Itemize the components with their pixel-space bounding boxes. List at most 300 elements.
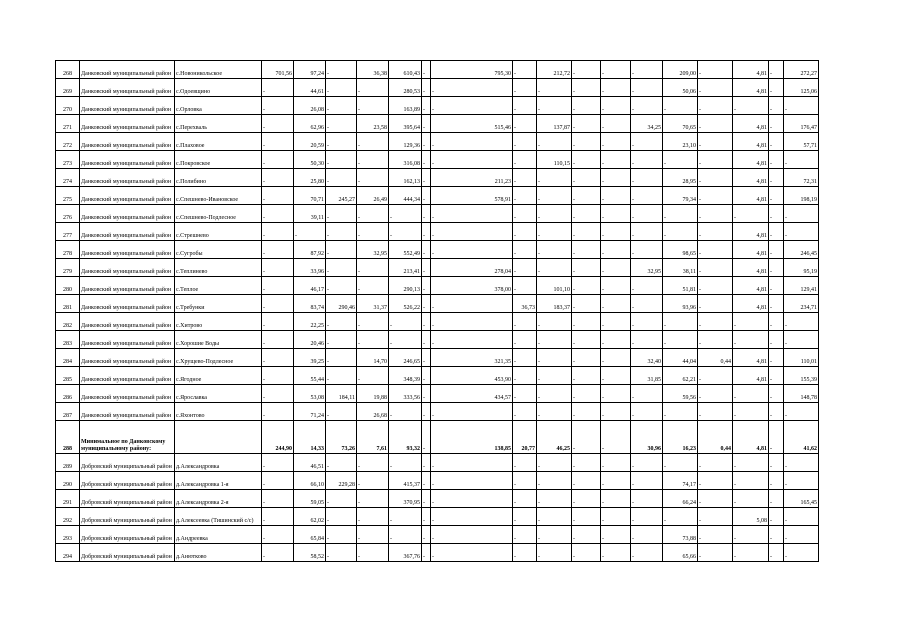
value-cell: 4,81 [733,187,769,205]
value-cell: 46,17 [294,277,326,295]
value-cell: - [769,277,784,295]
value-cell: - [631,151,663,169]
value-cell: 16,23 [663,421,698,454]
value-cell: - [357,169,389,187]
locality-cell: с.Орловка [175,97,262,115]
value-cell: 395,64 [389,115,422,133]
value-cell: - [631,97,663,115]
value-cell: - [733,385,769,403]
value-cell: - [326,133,357,151]
value-cell: 7,61 [357,421,389,454]
value-cell: - [572,205,601,223]
value-cell: - [733,331,769,349]
value-cell: 20,46 [294,331,326,349]
value-cell: 110,01 [784,349,819,367]
value-cell: - [513,277,537,295]
row-number-cell: 286 [56,385,80,403]
value-cell: - [422,313,431,331]
value-cell: - [572,79,601,97]
locality-cell [175,421,262,454]
value-cell: 31,37 [357,295,389,313]
district-cell: Данковский муниципальный район [80,331,175,349]
value-cell: - [262,403,294,421]
value-cell: - [537,385,572,403]
value-cell: - [262,331,294,349]
table-row [56,79,819,97]
table-row [56,544,819,562]
value-cell: - [572,403,601,421]
value-cell: 4,81 [733,241,769,259]
value-cell: - [326,313,357,331]
locality-cell: с.Новоникольское [175,61,262,79]
value-cell: - [769,331,784,349]
value-cell: - [784,508,819,526]
value-cell: 44,61 [294,79,326,97]
district-cell: Добровский муниципальный район [80,544,175,562]
table-row [56,454,819,472]
value-cell: - [422,259,431,277]
table-row [56,367,819,385]
district-cell: Данковский муниципальный район [80,205,175,223]
table-row [56,151,819,169]
value-cell: - [262,313,294,331]
value-cell: 32,95 [631,259,663,277]
value-cell: - [431,490,513,508]
value-cell: - [631,79,663,97]
value-cell: 4,81 [733,259,769,277]
value-cell: - [389,331,422,349]
value-cell: - [572,241,601,259]
value-cell: - [357,331,389,349]
district-cell: Данковский муниципальный район [80,349,175,367]
value-cell: - [572,544,601,562]
value-cell: 415,37 [389,472,422,490]
value-cell: 14,33 [294,421,326,454]
value-cell: - [601,508,631,526]
value-cell: - [422,421,431,454]
value-cell: 46,51 [294,454,326,472]
value-cell: 526,22 [389,295,422,313]
value-cell: 36,38 [357,61,389,79]
value-cell: - [733,97,769,115]
value-cell: - [431,403,513,421]
value-cell: - [431,454,513,472]
value-cell: - [769,526,784,544]
value-cell: - [262,97,294,115]
value-cell: - [357,277,389,295]
value-cell: - [698,241,733,259]
value-cell: - [422,97,431,115]
value-cell: - [357,454,389,472]
value-cell: 53,08 [294,385,326,403]
district-cell: Данковский муниципальный район [80,403,175,421]
value-cell: - [431,223,513,241]
table-row [56,385,819,403]
value-cell: - [513,508,537,526]
value-cell: 70,71 [294,187,326,205]
value-cell: - [733,454,769,472]
value-cell: - [357,472,389,490]
value-cell: - [733,403,769,421]
value-cell: - [769,259,784,277]
value-cell: - [601,472,631,490]
row-number-cell: 293 [56,526,80,544]
value-cell: 165,45 [784,490,819,508]
value-cell: - [631,169,663,187]
value-cell: - [262,349,294,367]
row-number-cell: 275 [56,187,80,205]
value-cell: - [733,313,769,331]
district-cell: Данковский муниципальный район [80,385,175,403]
district-cell: Добровский муниципальный район [80,472,175,490]
value-cell: 4,81 [733,115,769,133]
value-cell: - [784,403,819,421]
table-row [56,349,819,367]
value-cell: - [389,313,422,331]
value-cell: 4,81 [733,223,769,241]
value-cell: 59,56 [663,385,698,403]
value-cell: 515,46 [431,115,513,133]
tariff-table [55,60,819,562]
district-cell: Минимальное по Данковскому муниципальному району: [80,421,175,454]
value-cell: - [537,544,572,562]
value-cell: - [422,223,431,241]
value-cell: - [262,151,294,169]
district-cell: Данковский муниципальный район [80,169,175,187]
value-cell: - [601,331,631,349]
value-cell: - [357,367,389,385]
value-cell: - [326,526,357,544]
value-cell: 83,74 [294,295,326,313]
value-cell: - [537,508,572,526]
value-cell: - [513,385,537,403]
district-cell: Данковский муниципальный район [80,367,175,385]
value-cell: - [513,223,537,241]
value-cell: 62,96 [294,115,326,133]
value-cell: 246,65 [389,349,422,367]
value-cell: 610,43 [389,61,422,79]
table-row [56,421,819,454]
value-cell: 14,70 [357,349,389,367]
value-cell: - [784,223,819,241]
row-number-cell: 276 [56,205,80,223]
table-row [56,472,819,490]
value-cell: - [698,403,733,421]
value-cell: - [784,526,819,544]
value-cell: - [733,490,769,508]
value-cell: - [537,472,572,490]
locality-cell: с.Теплинево [175,259,262,277]
value-cell: - [784,454,819,472]
row-number-cell: 272 [56,133,80,151]
value-cell: - [431,331,513,349]
value-cell: 137,87 [537,115,572,133]
value-cell: - [326,97,357,115]
district-cell: Данковский муниципальный район [80,223,175,241]
value-cell: - [572,508,601,526]
value-cell: - [572,454,601,472]
value-cell: - [513,205,537,223]
value-cell: - [601,526,631,544]
value-cell: - [537,454,572,472]
value-cell: - [513,454,537,472]
locality-cell: с.Яхонтово [175,403,262,421]
value-cell: - [698,223,733,241]
locality-cell: с.Хорошие Воды [175,331,262,349]
value-cell: 176,47 [784,115,819,133]
table-row [56,223,819,241]
row-number-cell: 285 [56,367,80,385]
value-cell: - [698,277,733,295]
value-cell: - [537,367,572,385]
row-number-cell: 277 [56,223,80,241]
value-cell: 65,66 [663,544,698,562]
value-cell: 93,96 [663,295,698,313]
value-cell: - [733,205,769,223]
value-cell: 4,81 [733,421,769,454]
value-cell: - [537,331,572,349]
value-cell: - [769,508,784,526]
value-cell: - [769,472,784,490]
value-cell: - [513,490,537,508]
value-cell: - [769,454,784,472]
row-number-cell: 280 [56,277,80,295]
value-cell: - [422,133,431,151]
value-cell: - [422,61,431,79]
value-cell: - [422,151,431,169]
value-cell: - [601,385,631,403]
value-cell: 290,13 [389,277,422,295]
value-cell: - [698,385,733,403]
value-cell: 0,44 [698,349,733,367]
value-cell: 97,24 [294,61,326,79]
value-cell: 129,41 [784,277,819,295]
value-cell: 348,39 [389,367,422,385]
value-cell: - [601,367,631,385]
locality-cell: д.Андреевка [175,526,262,544]
table-body [56,61,819,562]
value-cell: - [431,526,513,544]
value-cell: 4,81 [733,295,769,313]
locality-cell: с.Полибино [175,169,262,187]
value-cell: - [698,259,733,277]
value-cell: 213,41 [389,259,422,277]
value-cell: - [769,490,784,508]
value-cell: - [422,508,431,526]
value-cell: 4,81 [733,61,769,79]
value-cell: - [513,313,537,331]
value-cell: 316,08 [389,151,422,169]
value-cell: 0,44 [698,421,733,454]
value-cell: - [262,187,294,205]
value-cell: - [513,61,537,79]
value-cell: - [326,331,357,349]
value-cell: - [601,544,631,562]
row-number-cell: 283 [56,331,80,349]
value-cell: 138,85 [431,421,513,454]
value-cell: - [698,526,733,544]
value-cell: 211,23 [431,169,513,187]
value-cell: - [422,526,431,544]
value-cell: - [769,544,784,562]
value-cell: - [698,295,733,313]
value-cell: - [326,115,357,133]
value-cell: 183,37 [537,295,572,313]
value-cell: - [601,151,631,169]
value-cell: - [262,115,294,133]
value-cell: 70,65 [663,115,698,133]
value-cell: - [357,544,389,562]
value-cell: 73,88 [663,526,698,544]
row-number-cell: 290 [56,472,80,490]
value-cell: - [357,490,389,508]
table-row [56,169,819,187]
value-cell: 290,46 [326,295,357,313]
value-cell: - [663,223,698,241]
row-number-cell: 284 [56,349,80,367]
value-cell: - [422,403,431,421]
value-cell: 51,81 [663,277,698,295]
value-cell: - [262,169,294,187]
value-cell: - [422,277,431,295]
value-cell: - [601,277,631,295]
value-cell: 31,85 [631,367,663,385]
value-cell: - [537,259,572,277]
value-cell: - [431,313,513,331]
district-cell: Добровский муниципальный район [80,508,175,526]
value-cell: 129,36 [389,133,422,151]
value-cell: 280,53 [389,79,422,97]
locality-cell: с.Хрущево-Подлесное [175,349,262,367]
value-cell: - [262,205,294,223]
value-cell: - [698,367,733,385]
value-cell: - [601,349,631,367]
value-cell: - [513,97,537,115]
value-cell: - [357,97,389,115]
value-cell: 62,21 [663,367,698,385]
table-row [56,241,819,259]
value-cell: - [262,472,294,490]
locality-cell: с.Стрешнево [175,223,262,241]
value-cell: - [537,313,572,331]
value-cell: - [513,526,537,544]
value-cell: 209,00 [663,61,698,79]
value-cell: - [572,526,601,544]
value-cell: - [326,544,357,562]
value-cell: - [631,205,663,223]
value-cell: 5,08 [733,508,769,526]
value-cell: - [601,97,631,115]
value-cell: 26,08 [294,97,326,115]
value-cell: 578,91 [431,187,513,205]
value-cell: - [513,367,537,385]
locality-cell: д.Алексеевка (Тишинский с/с) [175,508,262,526]
value-cell: - [663,403,698,421]
value-cell: - [601,241,631,259]
value-cell: 38,11 [663,259,698,277]
value-cell: - [601,454,631,472]
value-cell: - [784,544,819,562]
value-cell: - [784,97,819,115]
row-number-cell: 278 [56,241,80,259]
value-cell: - [431,79,513,97]
value-cell: - [572,331,601,349]
locality-cell: с.Перехваль [175,115,262,133]
value-cell: - [601,133,631,151]
row-number-cell: 282 [56,313,80,331]
value-cell: - [572,115,601,133]
value-cell: 245,27 [326,187,357,205]
value-cell: - [631,508,663,526]
value-cell: - [572,385,601,403]
value-cell: - [431,151,513,169]
value-cell: 23,10 [663,133,698,151]
value-cell: - [537,223,572,241]
value-cell: 155,39 [784,367,819,385]
value-cell: - [422,169,431,187]
value-cell: - [422,187,431,205]
value-cell: - [572,367,601,385]
value-cell: - [601,295,631,313]
value-cell: - [572,490,601,508]
value-cell: - [769,97,784,115]
value-cell: - [326,508,357,526]
value-cell: 20,77 [513,421,537,454]
value-cell: - [422,490,431,508]
value-cell: 39,11 [294,205,326,223]
value-cell: - [431,472,513,490]
locality-cell: с.Требунки [175,295,262,313]
row-number-cell: 274 [56,169,80,187]
value-cell: - [572,169,601,187]
value-cell: - [537,79,572,97]
locality-cell: с.Плаховое [175,133,262,151]
value-cell: - [769,151,784,169]
value-cell: - [769,205,784,223]
value-cell: - [572,61,601,79]
value-cell: - [601,169,631,187]
value-cell: 184,11 [326,385,357,403]
value-cell: - [389,403,422,421]
value-cell: - [513,544,537,562]
value-cell: - [631,133,663,151]
value-cell: - [326,490,357,508]
value-cell: - [769,367,784,385]
value-cell: 110,15 [537,151,572,169]
value-cell: 32,95 [357,241,389,259]
value-cell: - [769,133,784,151]
value-cell: 4,81 [733,367,769,385]
value-cell: - [769,421,784,454]
value-cell: 278,04 [431,259,513,277]
value-cell: - [769,115,784,133]
value-cell: - [357,79,389,97]
district-cell: Данковский муниципальный район [80,295,175,313]
value-cell: - [389,454,422,472]
row-number-cell: 288 [56,421,80,454]
value-cell: - [784,472,819,490]
value-cell: 163,89 [389,97,422,115]
value-cell: 234,71 [784,295,819,313]
table-row [56,97,819,115]
value-cell: - [769,79,784,97]
value-cell: 62,02 [294,508,326,526]
value-cell: 101,10 [537,277,572,295]
value-cell: - [357,508,389,526]
value-cell: 50,06 [663,79,698,97]
value-cell: - [431,205,513,223]
value-cell: - [513,133,537,151]
